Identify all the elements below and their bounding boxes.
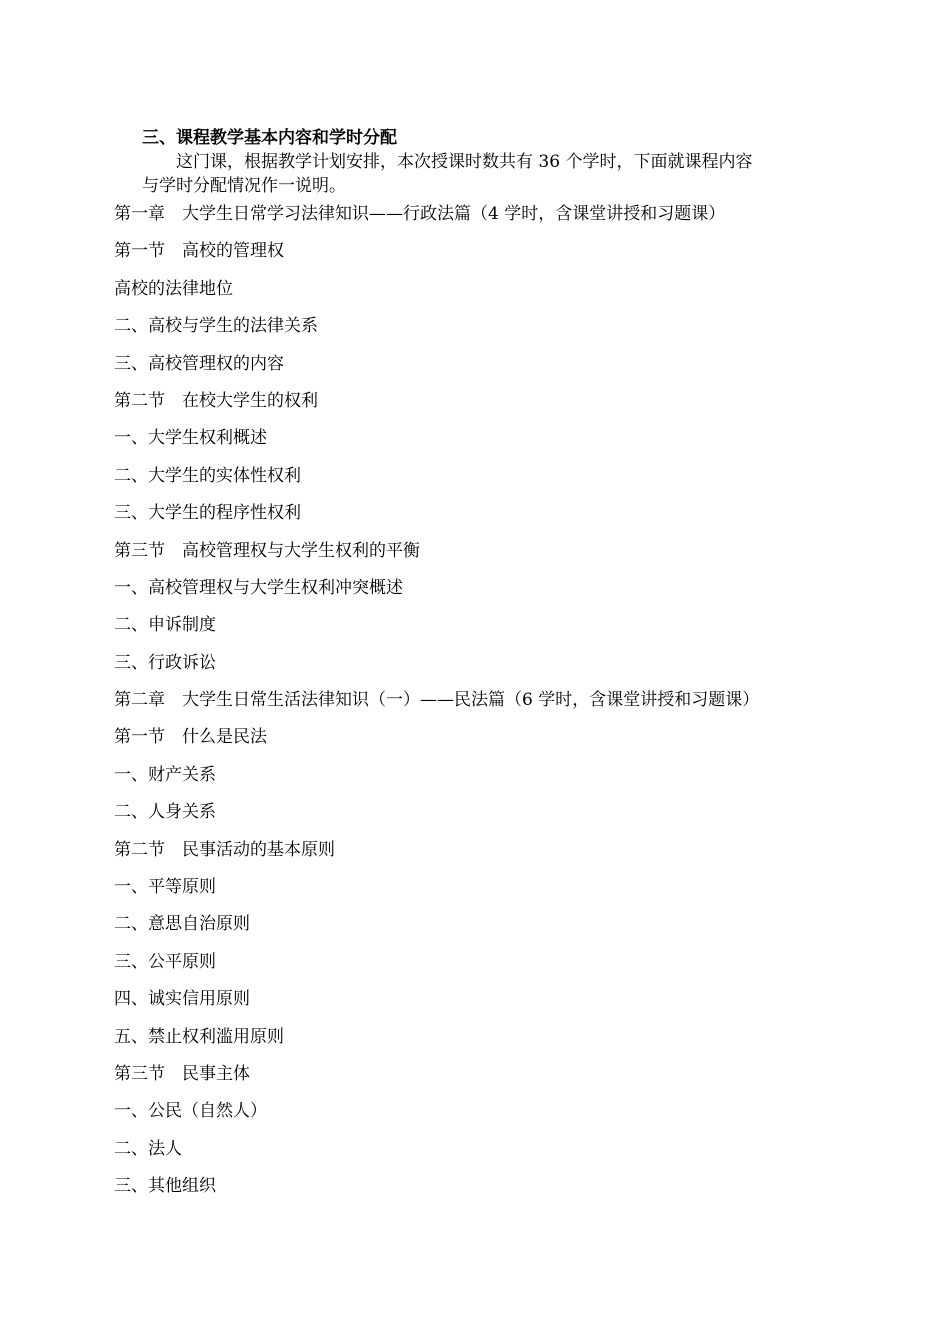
outline-item: 二、高校与学生的法律关系 [114,316,318,337]
outline-item: 一、大学生权利概述 [114,428,267,449]
outline-item: 四、诚实信用原则 [114,989,250,1010]
outline-item: 第一节 什么是民法 [114,727,267,748]
outline-item: 五、禁止权利滥用原则 [114,1026,284,1047]
outline-item: 三、大学生的程序性权利 [114,503,301,524]
outline-item: 第二节 在校大学生的权利 [114,390,318,411]
outline-item: 二、申诉制度 [114,615,216,636]
outline-item: 第一章 大学生日常学习法律知识——行政法篇（4 学时，含课堂讲授和习题课） [114,204,726,224]
outline-item: 二、大学生的实体性权利 [114,465,301,486]
outline-item: 三、公平原则 [114,951,216,972]
intro-line: 这门课，根据教学计划安排，本次授课时数共有 36 个学时，下面就课程内容 [176,152,753,172]
outline-item: 第一节 高校的管理权 [114,241,284,262]
course-outline [114,198,874,1208]
outline-item: 一、公民（自然人） [114,1101,267,1122]
outline-item: 第三节 民事主体 [114,1063,250,1084]
outline-item: 第二节 民事活动的基本原则 [114,839,335,860]
outline-item: 第二章 大学生日常生活法律知识（一）——民法篇（6 学时，含课堂讲授和习题课） [114,690,760,711]
outline-item: 一、平等原则 [114,877,216,898]
outline-item: 三、行政诉讼 [114,652,216,673]
outline-item: 高校的法律地位 [114,278,233,299]
outline-item: 二、人身关系 [114,802,216,823]
outline-item: 二、法人 [114,1138,182,1159]
outline-item: 三、高校管理权的内容 [114,353,284,374]
intro-line: 与学时分配情况作一说明。 [142,176,346,196]
intro-paragraph [142,150,842,198]
section-heading: 三、课程教学基本内容和学时分配 [142,128,397,148]
outline-item: 二、意思自治原则 [114,914,250,935]
outline-item: 一、财产关系 [114,764,216,785]
outline-item: 第三节 高校管理权与大学生权利的平衡 [114,540,420,561]
outline-item: 一、高校管理权与大学生权利冲突概述 [114,577,403,598]
outline-item: 三、其他组织 [114,1176,216,1197]
